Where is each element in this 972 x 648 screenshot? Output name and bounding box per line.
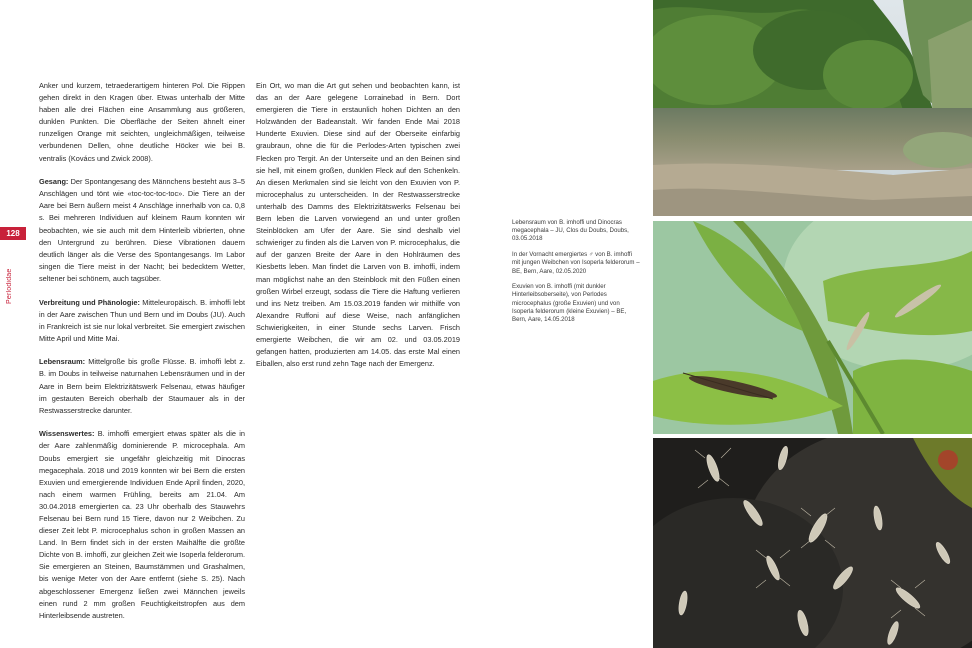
- photo-exuviae-on-stone: [653, 438, 972, 648]
- photo-river-habitat: [653, 0, 972, 216]
- paragraph-lorrainebad: Ein Ort, wo man die Art gut sehen und beobachten kann, ist das an der Aare gelegene Lorrainebad in Bern. Dort emergieren die Tiere in erstaunlich hohen Dichten an den Holzwänden der Badeanstalt. Wir fanden Ende Mai 2018 Hunderte Exuvien. Diese sind auf der Oberseite einfarbig graubraun, ohne die für die Perlodes-Arten typischen zwei Flecken pro Tergit. An der Unterseite und an den Beinen sind sie hell, mit einem großen, dunklen Fleck auf den Schenkeln. An diesen Merkmalen sind sie leicht von den Exuvien von P. microcephalus zu unterscheiden. In der Restwasserstrecke unterhalb des Damms des Elektrizitätswerks Felsenau bei Bern leben die Larven vorwiegend an und unter großen Steinblöcken am Ufer der Aare. Sie sind deshalb viel schwieriger zu finden als die Larven von P. microcephalus, die auf der ganzen Breite der Aare in den Hohlräumen des Kiesbetts leben. Man findet die Larven von B. imhoffi, indem man möglichst nahe an den Steinblock mit den Füßen einen großen Wirbel erzeugt, sodass die Tiere die Haftung verlieren und ins Netz treiben. Am 15.03.2019 fanden wir mithilfe von Alexandre Ruffoni auf diese Weise, nach anfänglichen Schwierigkeiten, in einer Stunde sechs Larven. Frisch emergierte Weibchen, die wir am 02. und 03.05.2019 gefangen hatten, produzierten am 14.05. das erste Mal einen Eiballen, also erst rund zehn Tage nach der Emergenz.: [256, 81, 460, 369]
- heading-lebensraum: Lebensraum:: [39, 357, 86, 367]
- text-verbreitung: Mitteleuropäisch. B. imhoffi lebt in der Aare zwischen Thun und Bern und im Doubs (JU). Auch in Frankreich ist sie nur lokal verbreitet. Sie emergiert zwischen Mitte April und Mitte Mai.: [39, 297, 246, 343]
- text-column-middle: [256, 80, 460, 382]
- text-lebensraum: Mittelgroße bis große Flüsse. B. imhoffi lebt z. B. im Doubs in teilweise naturnahen Lebensräumen und in der Aare in Bern beim Elektrizitätswerk Felsenau, etwas häufiger im gestauten Bereich oberhalb der Staumauer als in der Restwasserstrecke darunter.: [39, 357, 245, 415]
- section-label: Perlodidae: [6, 268, 13, 304]
- caption-river: Lebensraum von B. imhoffi und Dinocras megacephala – JU, Clos du Doubs, Doubs, 03.05.2018: [512, 219, 629, 243]
- paragraph-gesang: [39, 176, 245, 285]
- text-wissenswertes: B. imhoffi emergiert etwas später als die in der Aare zahlenmäßig dominierende P. microcephala. Am Doubs emergiert sie ungefähr gleichzeitig mit Dinocras megacephala. 2018 und 2019 konnten wir bei Bern die ersten Exuvien und emergierende Individuen Ende April finden, 2020, nach einem warmen Frühling, bereits am 21.04. Am 30.04.2018 emergierten ca. 23 Uhr oberhalb des Stauwehrs Felsenau bei Bern rund 15 Tiere, davon nur 2 Weibchen. Zu dieser Zeit lebt P. microcephalus schon in großen Massen an Land. In Bern findet sich in der ersten Maihälfte die größte Dichte von B. imhoffi, zur gleichen Zeit wie Isoperla felderorum. Sie emergieren an Steinen, Baumstämmen und Grashalmen, bis wenige Meter von der Aare entfernt (siehe S. 25). Nach abgeschlossener Emergenz ließen zwei Männchen jeweils einen rund 2 mm großen Feuchtigkeitstropfen aus dem Hinterleibsende austreten.: [39, 429, 245, 620]
- paragraph-wissenswertes: [39, 428, 245, 622]
- paragraph-lebensraum: [39, 356, 245, 416]
- caption-nettle: In der Vornacht emergiertes ♂ von B. imhoffi mit jungen Weibchen von Isoperla felderorum – BE, Bern, Aare, 02.05.2020: [512, 251, 640, 275]
- page-number: 128: [0, 227, 26, 240]
- caption-exuviae: Exuvien von B. imhoffi (mit dunkler Hinterleibsoberseite), von Perlodes microcephalus (große Exuvien) und von Isoperla felderorum (kleine Exuvien) – BE, Bern, Aare, 14.05.2018: [512, 283, 627, 324]
- text-column-left: [39, 80, 245, 633]
- paragraph-egg-description: Anker und kurzem, tetraederartigem hinteren Pol. Die Rippen gehen direkt in den Kragen über. Etwas unterhalb der Mitte haben alle drei Flächen eine Ansammlung aus größeren, dunklen Punkten. Die Oberfläche der Seiten ähnelt einer runzeligen Orange mit seichten, ungleichmäßigen, teilweise verbundenen Dellen, ohne deutliche Höcker wie bei B. ventralis (Kovács und Zwick 2008).: [39, 81, 245, 163]
- heading-gesang: Gesang:: [39, 177, 69, 187]
- heading-verbreitung: Verbreitung und Phänologie:: [39, 297, 140, 307]
- text-gesang: Der Spontangesang des Männchens besteht aus 3–5 Anschlägen und tönt wie «toc-toc-toc-toc». Die Tiere an der Aare bei Bern äußern meist 4 Anschläge innerhalb von ca. 0,8 s. Bei mehreren Individuen auf kleinem Raum konnten wir beobachten, wie sie auch mit dem Hinterleib vibrierten, ohne den Untergrund zu berühren. Diese Vibrationen dauern deutlich länger als die Verse des Spontangesangs. Im Labor singen die Tiere meist in der Nacht; bei bedecktem Wetter, seltener bei schönem, auch tagsüber.: [39, 177, 245, 283]
- photo-stonefly-on-nettle: [653, 221, 972, 434]
- heading-wissenswertes: Wissenswertes:: [39, 429, 95, 439]
- paragraph-verbreitung: [39, 297, 245, 345]
- photo-captions: [512, 219, 641, 332]
